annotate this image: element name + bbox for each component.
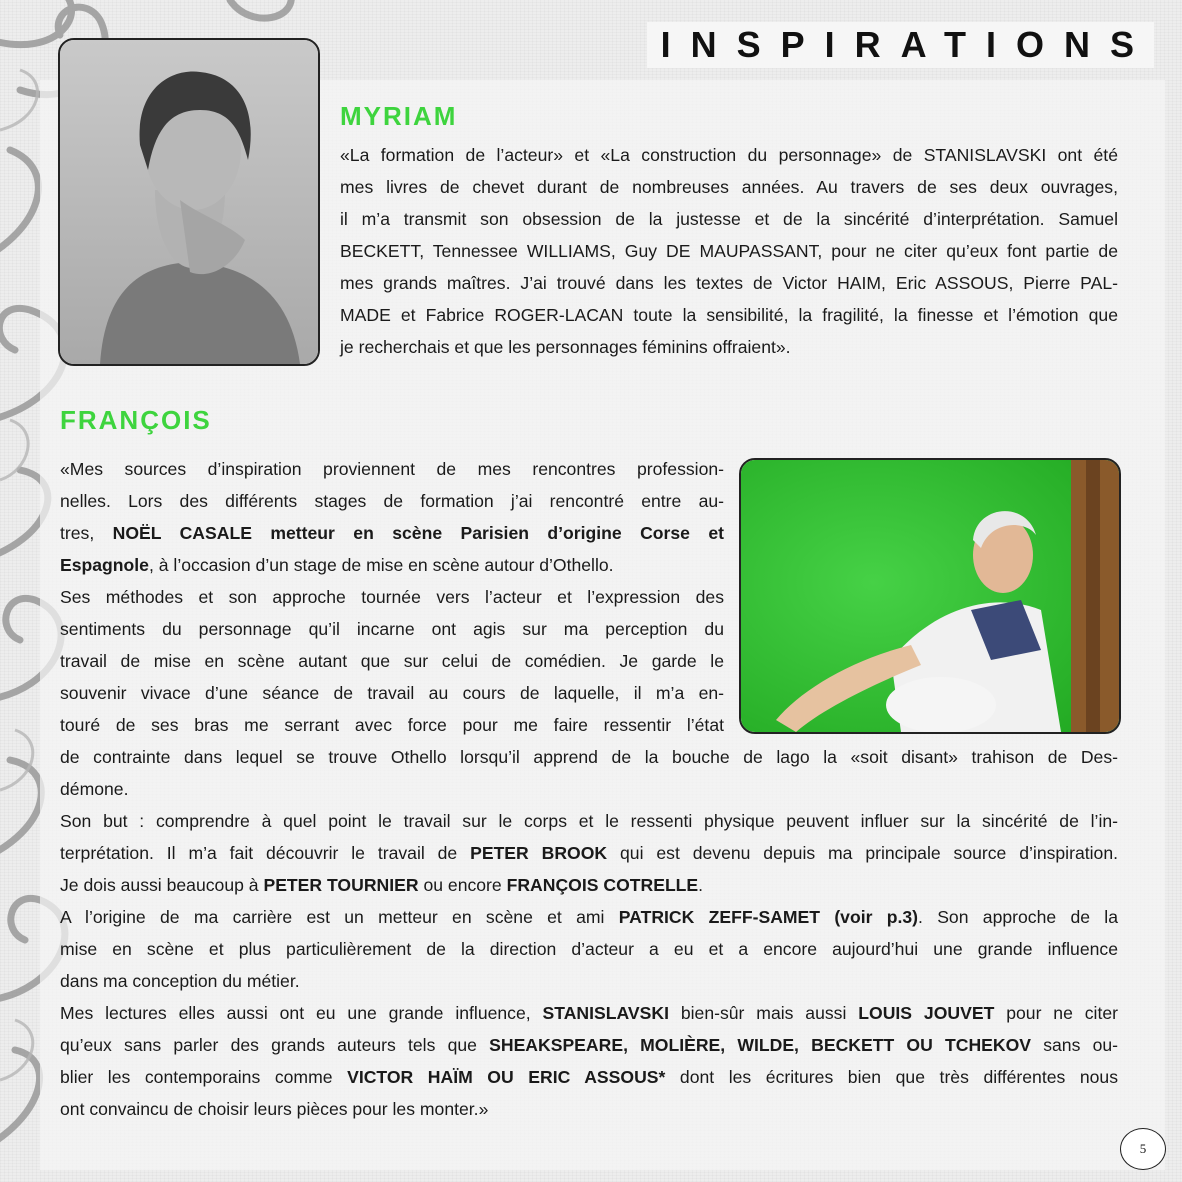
text-run: qui est devenu depuis ma principale source d’inspiration. (607, 843, 1118, 863)
portrait-photo-grayscale-icon (60, 40, 318, 364)
text-run: souvenir vivace d’une séance de travail au cours de laquelle, il m’a en- (60, 683, 724, 703)
portrait-photo-green-background-icon (741, 460, 1119, 732)
bold-text-run: VICTOR HAÏM OU ERIC ASSOUS* (347, 1067, 666, 1087)
text-run: BECKETT, Tennessee WILLIAMS, Guy DE MAUPASSANT, pour ne citer qu’eux font partie de (340, 241, 1118, 261)
text-run: A l’origine de ma carrière est un metteur en scène et ami (60, 907, 619, 927)
text-line (60, 485, 724, 517)
text-line (340, 171, 1118, 203)
text-run: dont les écritures bien que très différentes nous (665, 1067, 1118, 1087)
bold-text-run: Espagnole (60, 555, 149, 575)
text-line (60, 517, 724, 549)
text-run: Ses méthodes et son approche tournée vers l’acteur et l’expression des (60, 587, 724, 607)
text-run: travail de mise en scène autant que sur celui de comédien. Je garde le (60, 651, 724, 671)
text-run: sentiments du personnage qu’il incarne ont agis sur ma perception du (60, 619, 724, 639)
text-line (60, 805, 1118, 837)
bold-text-run: PETER BROOK (470, 843, 608, 863)
text-run: bien-sûr mais aussi (668, 1003, 859, 1023)
text-run: Mes lectures elles aussi ont eu une grande influence, (60, 1003, 543, 1023)
bold-text-run: SHEAKSPEARE, MOLIÈRE, WILDE, BECKETT OU TCHEKOV (489, 1035, 1032, 1055)
francois-photo (739, 458, 1121, 734)
text-line (340, 235, 1118, 267)
text-run: mes grands maîtres. J’ai trouvé dans les textes de Victor HAIM, Eric ASSOUS, Pierre PAL- (340, 273, 1118, 293)
text-line (60, 997, 1118, 1029)
text-line (60, 773, 1118, 805)
text-line (60, 581, 724, 613)
text-run: ont convaincu de choisir leurs pièces pour les monter.» (60, 1099, 489, 1119)
text-run: blier les contemporains comme (60, 1067, 348, 1087)
bold-text-run: FRANÇOIS COTRELLE (506, 875, 699, 895)
bold-text-run: NOËL CASALE metteur en scène Parisien d’origine Corse et (112, 523, 724, 543)
page-number: 5 (1139, 1141, 1147, 1156)
text-run: il m’a transmit son obsession de la justesse et de la sincérité d’interprétation. Samuel (340, 209, 1118, 229)
text-run: mise en scène et plus particulièrement de la direction d’acteur a eu et a encore aujourd’hui une grande influence (60, 939, 1118, 959)
text-run: . Son approche de la (918, 907, 1118, 927)
text-run: mes livres de chevet durant de nombreuses années. Au travers de ses deux ouvrages, (340, 177, 1118, 197)
text-run: MADE et Fabrice ROGER-LACAN toute la sensibilité, la fragilité, la finesse et l’émotion que (340, 305, 1118, 325)
text-run: nelles. Lors des différents stages de formation j’ai rencontré entre au- (60, 491, 724, 511)
text-line (60, 1061, 1118, 1093)
text-line (60, 837, 1118, 869)
text-run: je recherchais et que les personnages féminins offraient». (340, 337, 791, 357)
text-run: qu’eux sans parler des grands auteurs tels que (60, 1035, 490, 1055)
text-line (60, 933, 1118, 965)
text-run: sans ou- (1031, 1035, 1119, 1055)
text-run: de contrainte dans lequel se trouve Othello lorsqu’il apprend de la bouche de lago la «soit disant» trahison de Des- (60, 747, 1118, 767)
text-run: , à l’occasion d’un stage de mise en scène autour d’Othello. (148, 555, 614, 575)
text-line (60, 709, 724, 741)
page-number-badge (1120, 1128, 1166, 1170)
text-line (340, 203, 1118, 235)
text-line (60, 965, 1118, 997)
text-run: démone. (60, 779, 129, 799)
text-line (340, 331, 1118, 363)
text-run: terprétation. Il m’a fait découvrir le travail de (60, 843, 471, 863)
text-line (60, 1093, 1118, 1125)
text-line (60, 453, 724, 485)
text-line (60, 869, 1118, 901)
text-run: «Mes sources d’inspiration proviennent de mes rencontres profession- (60, 459, 724, 479)
text-run: «La formation de l’acteur» et «La construction du personnage» de STANISLAVSKI ont été (340, 145, 1118, 165)
myriam-name: MYRIAM (340, 101, 458, 131)
francois-name: FRANÇOIS (60, 405, 212, 435)
page-title: INSPIRATIONS (647, 22, 1154, 68)
myriam-paragraph (340, 139, 1118, 363)
bold-text-run: PATRICK ZEFF-SAMET (voir p.3) (618, 907, 919, 927)
text-line (340, 299, 1118, 331)
text-line (60, 645, 724, 677)
text-run: Je dois aussi beaucoup à (60, 875, 264, 895)
bold-text-run: PETER TOURNIER (263, 875, 419, 895)
text-line (60, 741, 1118, 773)
text-line (340, 139, 1118, 171)
bold-text-run: LOUIS JOUVET (858, 1003, 995, 1023)
bold-text-run: STANISLAVSKI (542, 1003, 669, 1023)
text-line (60, 901, 1118, 933)
text-run: . (698, 875, 704, 895)
text-run: pour ne citer (994, 1003, 1118, 1023)
text-run: Son but : comprendre à quel point le travail sur le corps et le ressenti physique peuvent influer sur la sincérité de l’in- (60, 811, 1118, 831)
text-run: ou encore (418, 875, 507, 895)
francois-paragraph-top (60, 453, 724, 741)
text-line (60, 613, 724, 645)
text-line (60, 1029, 1118, 1061)
text-line (60, 549, 724, 581)
text-line (60, 677, 724, 709)
francois-paragraph-bottom (60, 741, 1118, 1125)
text-line (340, 267, 1118, 299)
text-run: touré de ses bras me serrant avec force pour me faire ressentir l’état (60, 715, 724, 735)
myriam-photo (58, 38, 320, 366)
text-run: dans ma conception du métier. (60, 971, 300, 991)
text-run: tres, (60, 523, 113, 543)
